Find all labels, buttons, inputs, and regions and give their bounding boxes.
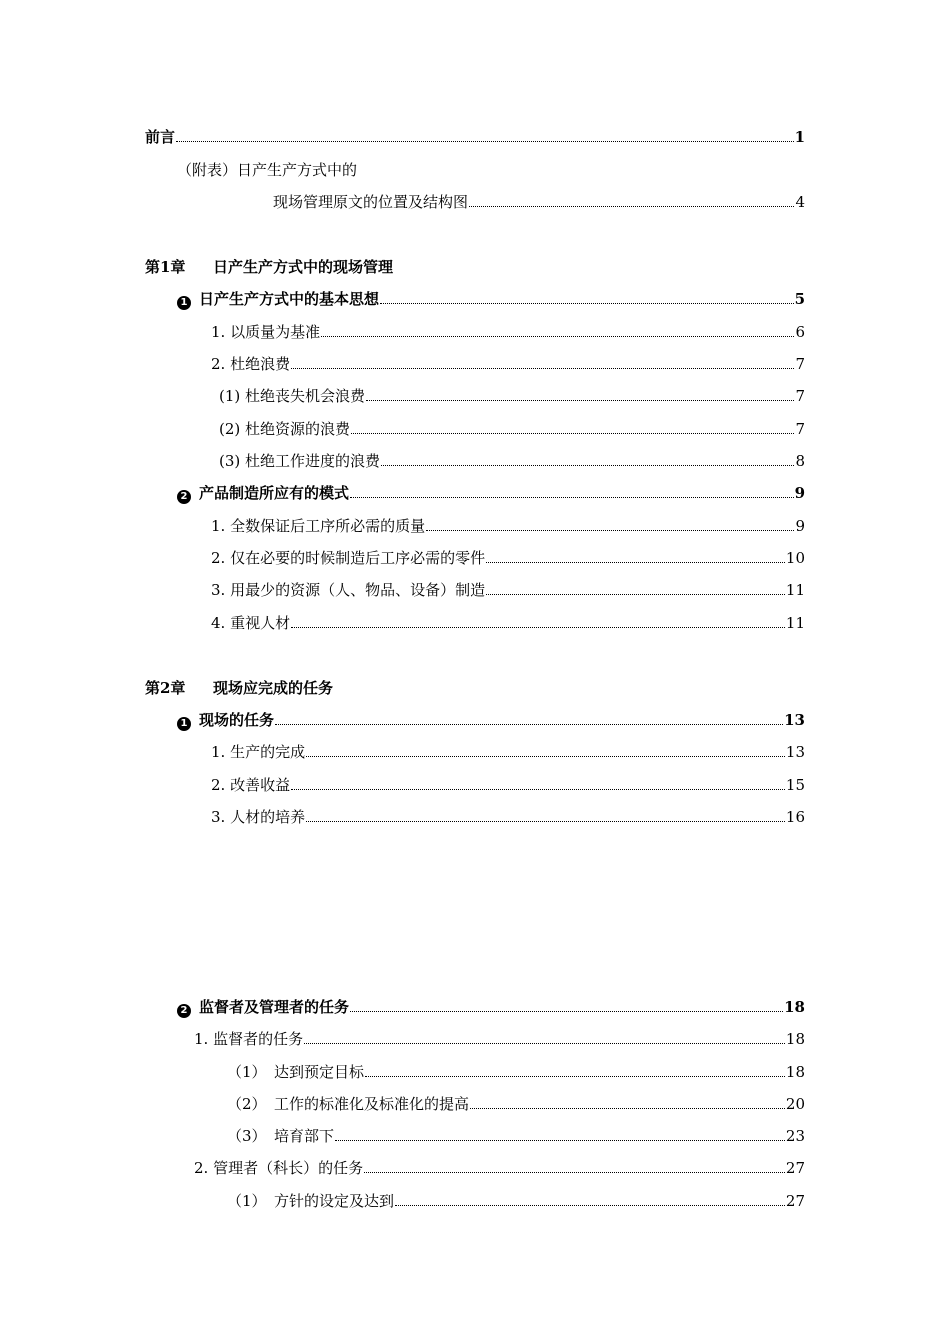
toc-entry-ch1-s2-1[interactable] [211,516,805,536]
dot-leader [176,140,794,142]
dot-leader [366,399,794,401]
dot-leader [306,755,785,757]
toc-entry-title: (2) 杜绝资源的浪费 [219,420,351,438]
toc-page-number: 5 [794,290,805,308]
toc-entry-title: （2） 工作的标准化及标准化的提高 [227,1095,470,1113]
toc-page-number: 15 [785,776,805,794]
toc-entry-ch2-s2-1-3[interactable] [227,1126,805,1146]
toc-entry-ch1-s1-2[interactable] [211,354,805,374]
toc-page-number: 9 [794,484,805,502]
dot-leader [395,1204,785,1206]
dot-leader [335,1139,785,1141]
dot-leader [365,1075,785,1077]
toc-page-number: 13 [785,743,805,761]
toc-page-number: 7 [795,420,805,438]
toc-page-number: 8 [795,452,805,470]
toc-page-number: 20 [785,1095,805,1113]
toc-entry-ch1-s1[interactable] [177,289,805,309]
toc-entry-ch2-s1-2[interactable] [211,775,805,795]
toc-page-number: 18 [785,1063,805,1081]
toc-entry-ch1-s2-3[interactable] [211,580,805,600]
toc-entry-ch1-s1-1[interactable] [211,322,805,342]
toc-entry-ch1-s1-2-2[interactable] [219,419,805,439]
toc-entry-title: 前言 [145,128,176,146]
dot-leader [291,626,785,628]
toc-entry-title: 监督者及管理者的任务 [199,998,350,1016]
dot-leader [291,788,785,790]
chapter-number: 第2章 [145,679,186,697]
dot-leader [291,367,794,369]
toc-entry-ch2-s2-2[interactable] [194,1158,805,1178]
dot-leader [364,1171,785,1173]
toc-entry-ch2-s2-1-1[interactable] [227,1062,805,1082]
toc-page-number: 6 [795,323,805,341]
toc-page-number: 10 [785,549,805,567]
toc-page-number: 11 [785,581,805,599]
dot-leader [304,1042,785,1044]
dot-leader [381,464,794,466]
toc-page-number: 27 [785,1192,805,1210]
toc-entry-title: 2. 仅在必要的时候制造后工序必需的零件 [211,549,486,567]
toc-entry-ch2-s1[interactable] [177,710,805,730]
toc-entry-appendix[interactable] [273,192,805,212]
toc-entry-title: 3. 用最少的资源（人、物品、设备）制造 [211,581,486,599]
toc-entry-title: 3. 人材的培养 [211,808,306,826]
toc-entry-title: 2. 杜绝浪费 [211,355,291,373]
dot-leader [469,205,794,207]
dot-leader [486,593,785,595]
toc-entry-title: 2. 改善收益 [211,776,291,794]
toc-entry-title: 现场管理原文的位置及结构图 [273,193,469,211]
chapter-2-heading[interactable] [145,678,333,698]
toc-page-number: 9 [795,517,805,535]
toc-entry-title: （3） 培育部下 [227,1127,335,1145]
toc-appendix-line1 [177,160,357,180]
numbered-bullet-icon: 1 [177,717,191,731]
toc-page-number: 4 [795,193,805,211]
dot-leader [350,496,794,498]
dot-leader [486,561,785,563]
toc-entry-ch1-s2[interactable] [177,483,805,503]
dot-leader [275,723,783,725]
toc-entry-title: （1） 达到预定目标 [227,1063,365,1081]
toc-page-number: 18 [785,1030,805,1048]
toc-entry-title: 日产生产方式中的基本思想 [199,290,380,308]
toc-page-number: 27 [785,1159,805,1177]
toc-entry-title: （1） 方针的设定及达到 [227,1192,395,1210]
toc-entry-title: 1. 以质量为基准 [211,323,321,341]
toc-entry-title: 1. 生产的完成 [211,743,306,761]
numbered-bullet-icon: 2 [177,490,191,504]
chapter-1-heading[interactable] [145,257,393,277]
chapter-title: 日产生产方式中的现场管理 [213,258,394,276]
toc-page-number: 1 [794,128,805,146]
dot-leader [426,529,794,531]
toc-entry-ch1-s1-2-3[interactable] [219,451,805,471]
toc-page-number: 11 [785,614,805,632]
toc-entry-ch1-s1-2-1[interactable] [219,386,805,406]
dot-leader [470,1107,785,1109]
toc-entry-title: 产品制造所应有的模式 [199,484,350,502]
toc-page-number: 16 [785,808,805,826]
dot-leader [351,432,794,434]
toc-page-number: 7 [795,355,805,373]
toc-entry-ch2-s2[interactable] [177,997,805,1017]
toc-entry-title: 4. 重视人材 [211,614,291,632]
dot-leader [380,302,794,304]
toc-entry-ch2-s2-2-1[interactable] [227,1191,805,1211]
toc-entry-title: (3) 杜绝工作进度的浪费 [219,452,381,470]
toc-entry-ch1-s2-2[interactable] [211,548,805,568]
numbered-bullet-icon: 2 [177,1004,191,1018]
toc-page-number: 7 [795,387,805,405]
toc-entry-title: （附表）日产生产方式中的 [177,161,358,179]
toc-entry-title: 1. 全数保证后工序所必需的质量 [211,517,426,535]
dot-leader [321,335,794,337]
toc-entry-title: (1) 杜绝丧失机会浪费 [219,387,366,405]
toc-page-number: 23 [785,1127,805,1145]
toc-entry-ch2-s1-3[interactable] [211,807,805,827]
toc-entry-ch2-s2-1[interactable] [194,1029,805,1049]
chapter-title: 现场应完成的任务 [213,679,334,697]
toc-entry-ch1-s2-4[interactable] [211,613,805,633]
chapter-number: 第1章 [145,258,186,276]
toc-entry-preface[interactable] [145,127,805,147]
toc-entry-title: 1. 监督者的任务 [194,1030,304,1048]
toc-entry-ch2-s2-1-2[interactable] [227,1094,805,1114]
toc-page-number: 18 [784,998,805,1016]
numbered-bullet-icon: 1 [177,296,191,310]
toc-page-number: 13 [784,711,805,729]
dot-leader [306,820,785,822]
dot-leader [350,1010,783,1012]
toc-entry-ch2-s1-1[interactable] [211,742,805,762]
toc-entry-title: 2. 管理者（科长）的任务 [194,1159,364,1177]
toc-entry-title: 现场的任务 [199,711,275,729]
